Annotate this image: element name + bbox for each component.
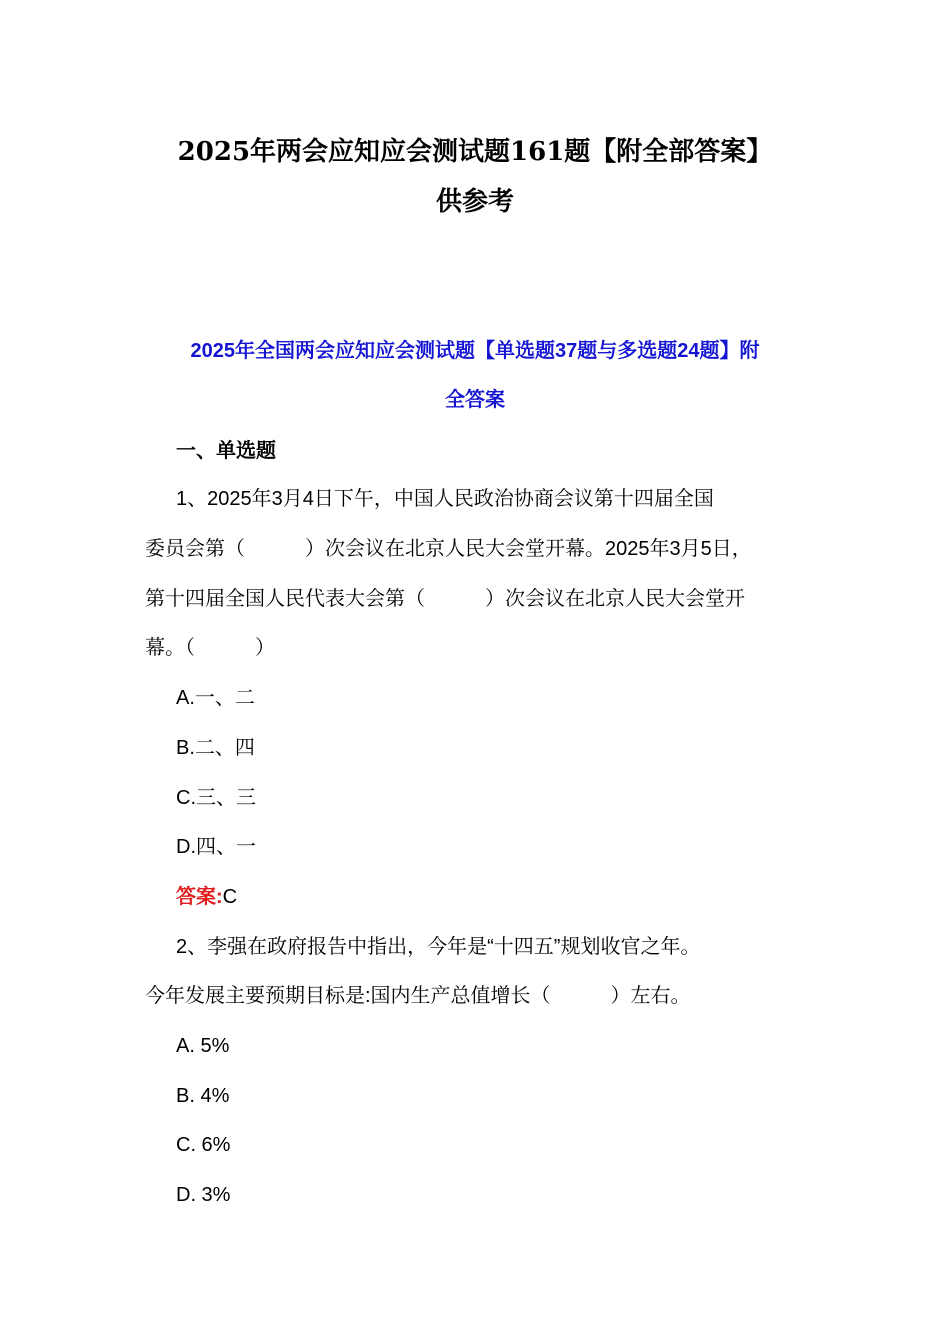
answer-label: 答案: bbox=[176, 886, 223, 908]
question-2-option-d: D. 3% bbox=[176, 1184, 231, 1206]
answer-value: C bbox=[222, 886, 238, 908]
subtitle-line-2: 全答案 bbox=[445, 389, 505, 411]
question-1-option-a: A.一、二 bbox=[176, 687, 255, 709]
question-2-option-b: B. 4% bbox=[176, 1085, 230, 1107]
question-2-option-c: C. 6% bbox=[176, 1134, 231, 1156]
question-1-answer bbox=[176, 882, 237, 912]
question-1-option-b: B.二、四 bbox=[176, 737, 255, 759]
document-title-line-2: 供参考 bbox=[435, 187, 514, 217]
question-2-option-a: A. 5% bbox=[176, 1035, 230, 1057]
question-1-line-1: 1、2025年3月4日下午，中国人民政治协商会议第十四届全国 bbox=[176, 488, 714, 510]
question-2-line-1: 2、李强在政府报告中指出，今年是“十四五”规划收官之年。 bbox=[176, 936, 701, 958]
section-heading-single-choice: 一、单选题 bbox=[176, 440, 276, 462]
question-1-line-2: 委员会第（ ）次会议在北京人民大会堂开幕。2025年3月5日， bbox=[145, 538, 752, 560]
document-title-line-1: 2025年两会应知应会测试题161题【附全部答案】 bbox=[177, 137, 773, 167]
question-2-line-2: 今年发展主要预期目标是:国内生产总值增长（ ）左右。 bbox=[145, 985, 691, 1007]
question-1-option-d: D.四、一 bbox=[176, 836, 256, 858]
subtitle-line-1: 2025年全国两会应知应会测试题【单选题37题与多选题24题】附 bbox=[190, 340, 760, 362]
question-1-line-3: 第十四届全国人民代表大会第（ ）次会议在北京人民大会堂开 bbox=[145, 588, 745, 610]
question-1-line-4: 幕。（ ） bbox=[145, 637, 275, 659]
question-1-option-c: C.三、三 bbox=[176, 787, 256, 809]
